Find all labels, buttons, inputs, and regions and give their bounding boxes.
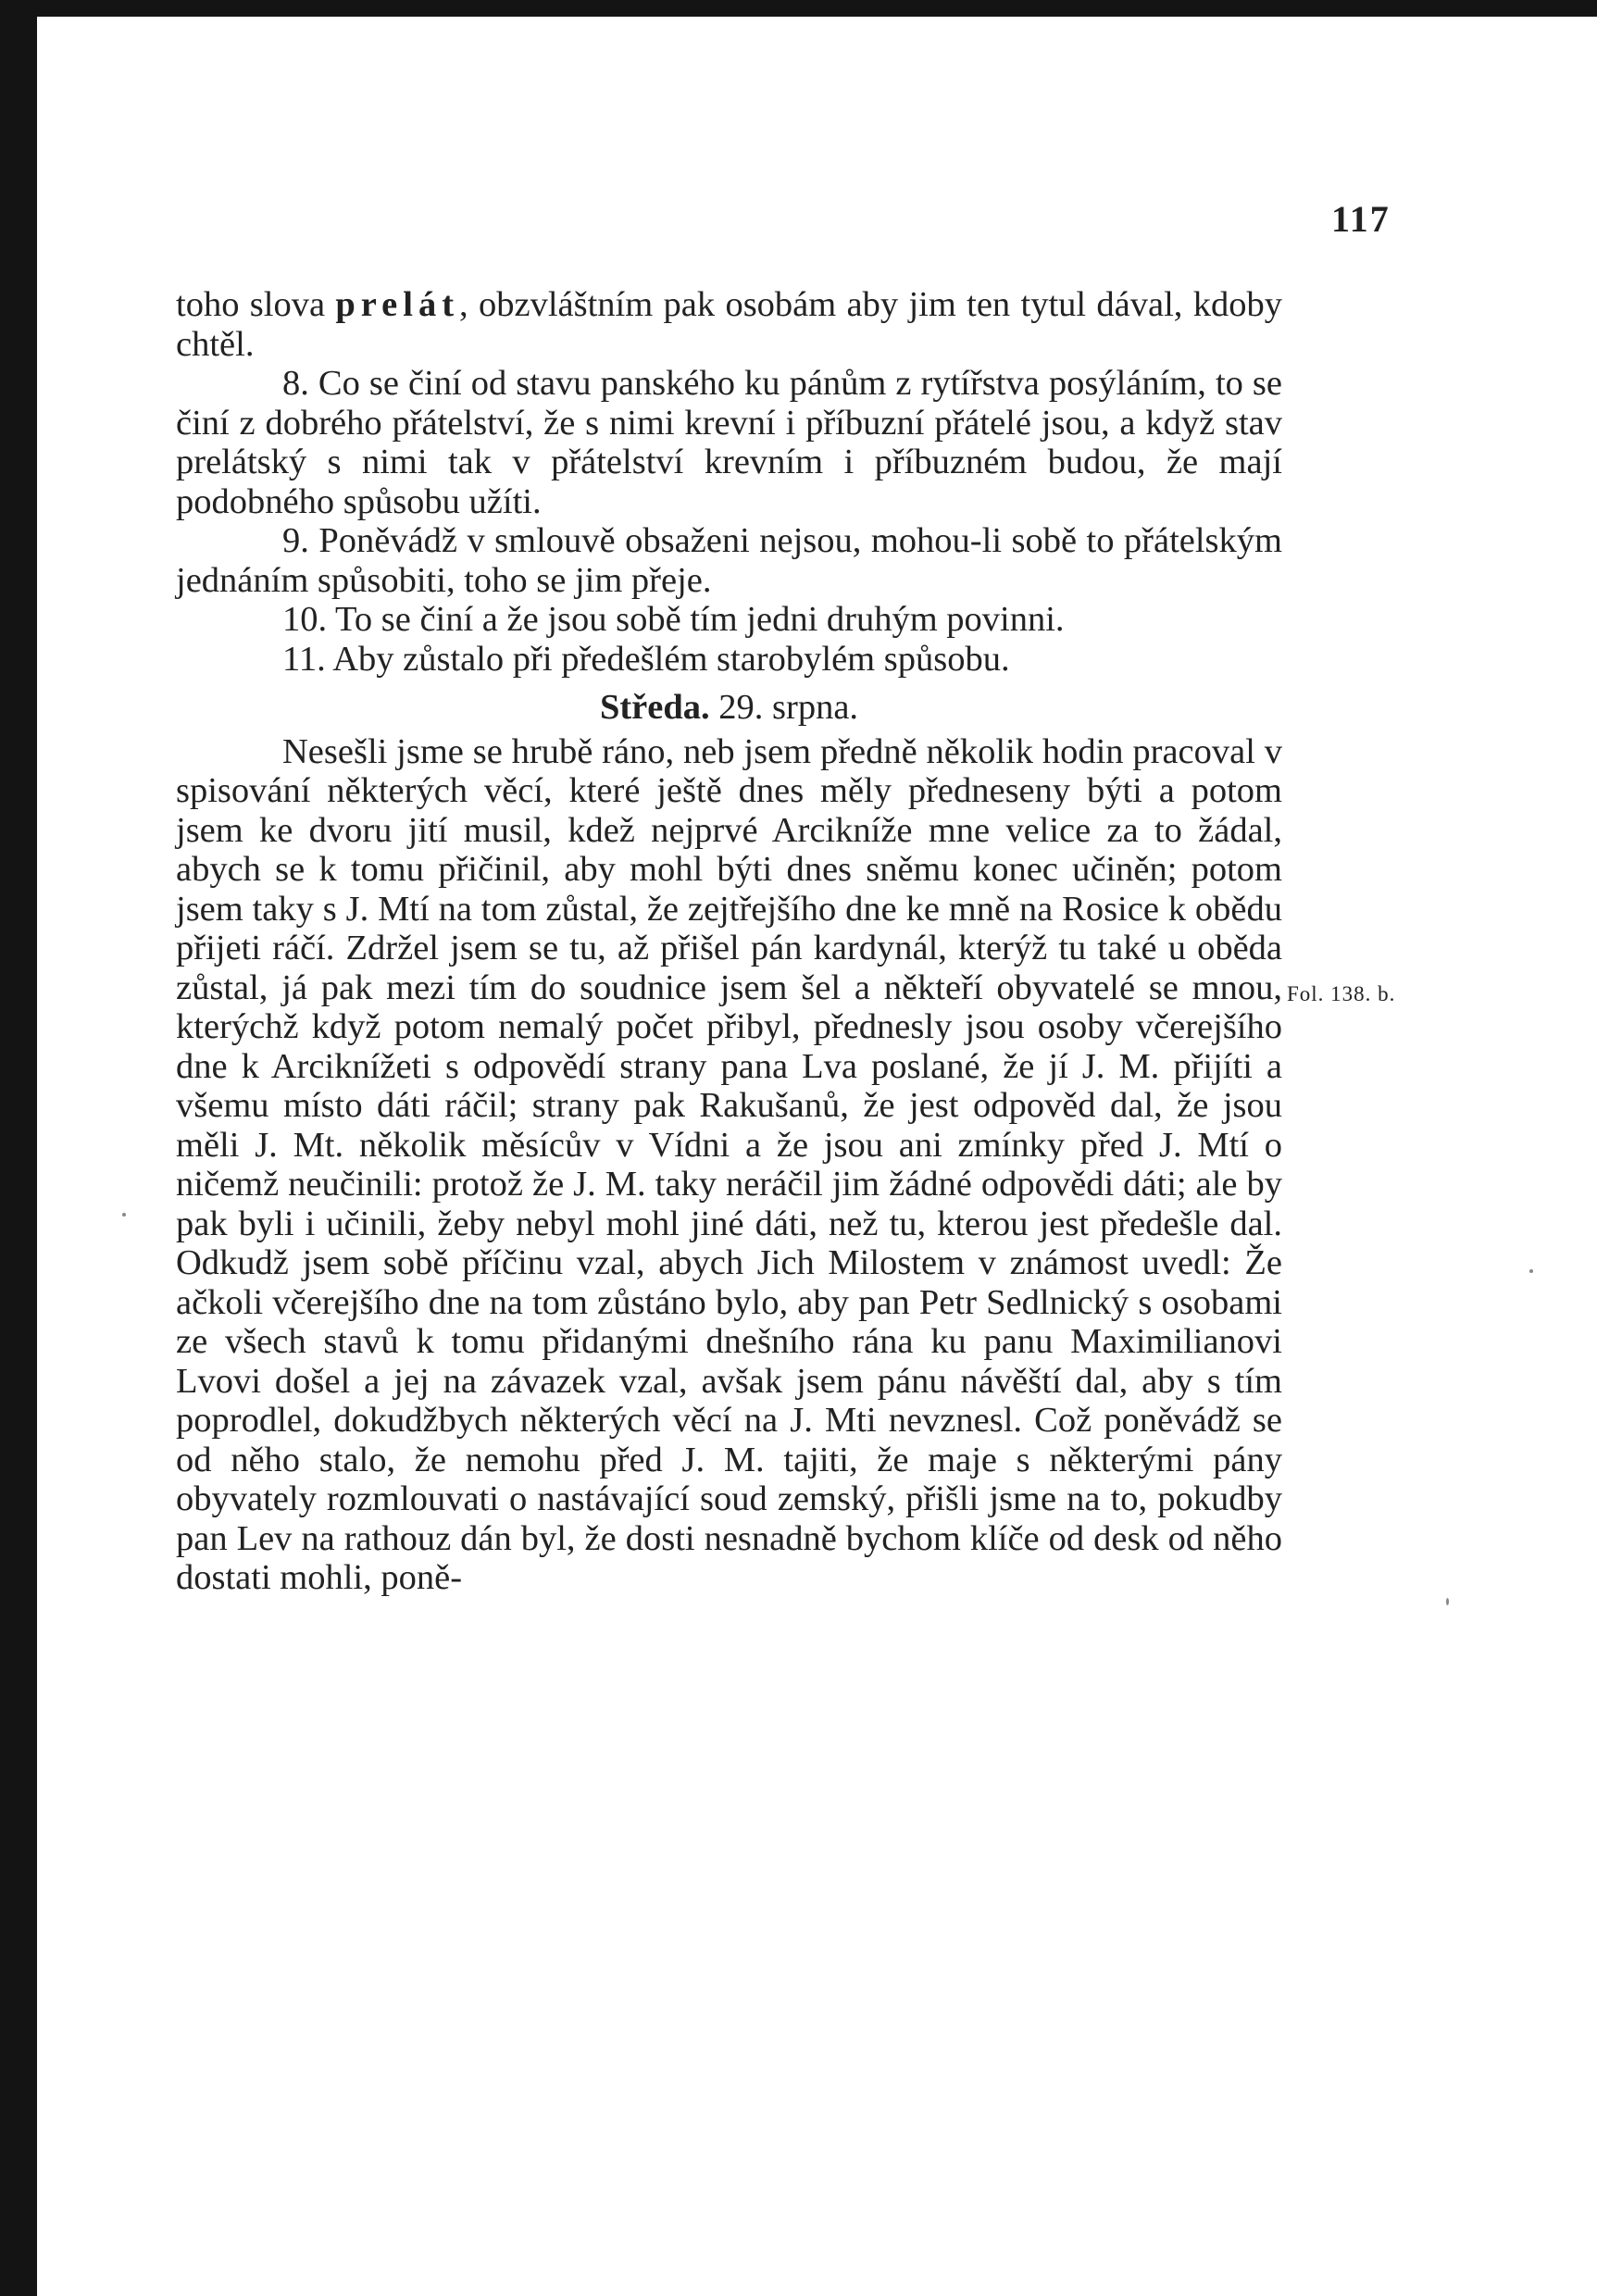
point-7-text-after: , obzvláštním pak osobám aby jim ten tytul dával, kdoby chtěl. [176, 285, 1282, 364]
body-text [176, 285, 1282, 1598]
main-paragraph: Nesešli jsme se hrubě ráno, neb jsem předně několik hodin pracoval v spisování některých věcí, které ještě dnes měly předneseny býti a potom jsem ke dvoru jití musil, kdež nejprvé Arcikníže mne velice za to žádal, abych se k tomu přičinil, aby mohl býti dnes sněmu konec učiněn; potom jsem taky s J. Mtí na tom zůstal, že zejtřejšího dne ke mně na Rosice k obědu přijeti ráčí. Zdržel jsem se tu, až přišel pán kardynál, kterýž tu také u oběda zůstal, já pak mezi tím do soudnice jsem šel a někteří obyvatelé se mnou, kterýchž když potom nemalý počet přibyl, přednesly jsou osoby včerejšího dne k Arciknížeti s odpovědí strany pana Lva poslané, že jí J. M. přijíti a všemu místo dáti ráčil; strany pak Rakušanů, že jest odpověd dal, že jsou měli J. Mt. několik měsícův v Vídni a že jsou ani zmínky před J. Mtí o ničemž neučinili: protož že J. M. taky neráčil jim žádné odpovědi dáti; ale by pak byli i učinili, žeby nebyl mohl jiné dáti, než tu, kterou jest předešle dal. Odkudž jsem sobě příčinu vzal, abych Jich Milostem v známost uvedl: Že ačkoli včerejšího dne na tom zůstáno bylo, aby pan Petr Sedlnický s osobami ze všech stavů k tomu přidanými dnešního rána ku panu Maximilianovi Lvovi došel a jej na závazek vzal, avšak jsem pánu návěští dal, aby s tím poprodlel, dokudžbych některých věcí na J. Mti nevznesl. Což poněvádž se od něho stalo, že nemohu před J. M. tajiti, že maje s některými pány obyvately rozmlouvati o nastávající soud zemský, přišli jsme na to, pokudby pan Lev na rathouz dán byl, že dosti nesnadně bychom klíče od desk od něho dostati mohli, poně- [176, 731, 1282, 1597]
point-8: 8. Co se činí od stavu panského ku pánům z rytířstva posýláním, to se činí z dobrého přátelství, že s nimi krevní i příbuzní přátelé jsou, a když stav prelátský s nimi tak v přátelství krevním i příbuzném budou, že mají podobného spůsobu užíti. [176, 364, 1282, 521]
marginal-folio-note: Fol. 138. b. [1287, 982, 1396, 1005]
date-heading-day: Středa. [599, 688, 710, 727]
point-7-continuation [176, 285, 1282, 364]
print-speck [1529, 1269, 1533, 1273]
point-10: 10. To se činí a že jsou sobě tím jedni druhým povinni. [282, 600, 1065, 639]
book-page [37, 17, 1597, 2296]
print-speck [1446, 1598, 1449, 1605]
point-7-text-before: toho slova [176, 285, 336, 324]
date-heading-date: 29. srpna. [709, 688, 859, 727]
spaced-term-prelat: prelát [335, 285, 460, 324]
date-heading [176, 688, 1282, 728]
point-9: 9. Poněvádž v smlouvě obsaženi nejsou, mohou-li sobě to přátelským jednáním spůsobiti, toho se jim přeje. [176, 521, 1282, 600]
page-number: 117 [1331, 198, 1391, 240]
point-11: 11. Aby zůstalo při předešlém starobylém spůsobu. [282, 639, 1010, 679]
print-speck [122, 1213, 126, 1217]
